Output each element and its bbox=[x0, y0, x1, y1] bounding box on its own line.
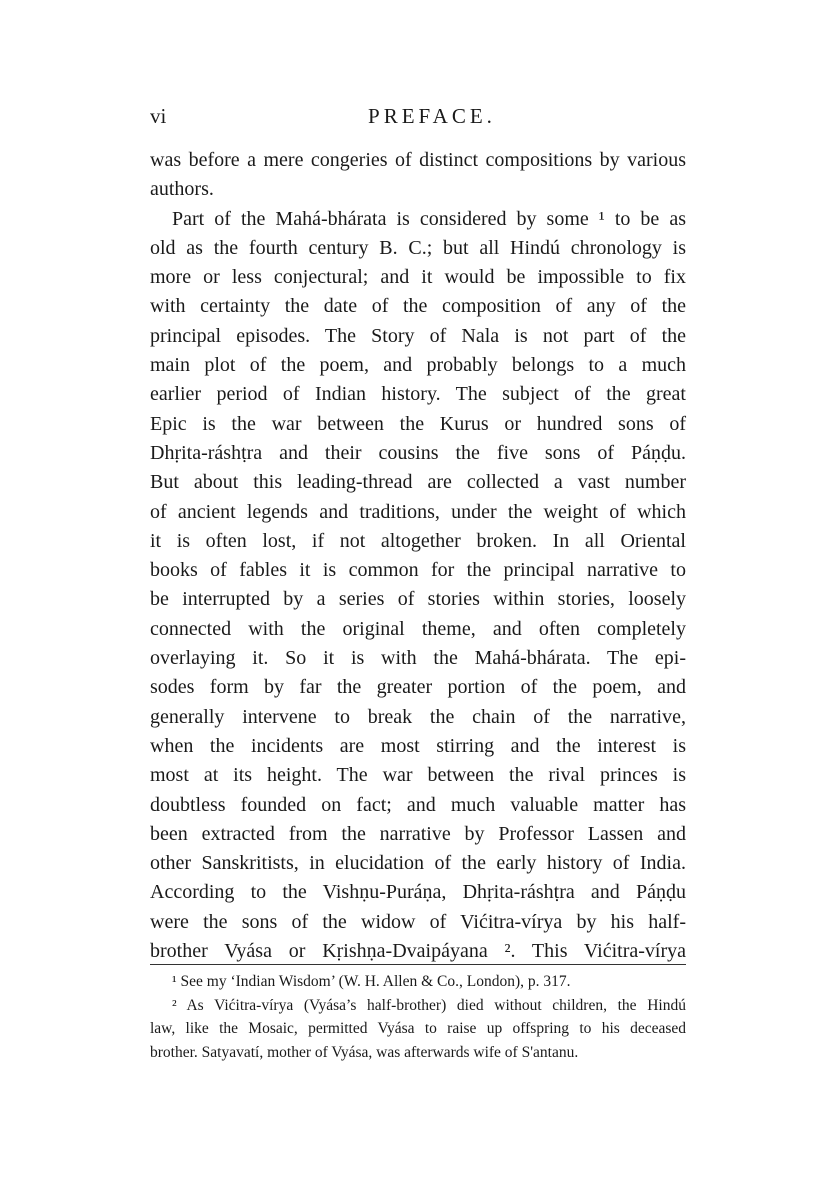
body-line: earlier period of Indian history. The subject of the great bbox=[150, 383, 686, 406]
body-line: main plot of the poem, and probably belongs to a much bbox=[150, 354, 686, 377]
footnote-line: ¹ See my ‘Indian Wisdom’ (W. H. Allen & Co., London), p. 317. bbox=[172, 973, 571, 990]
body-line: was before a mere congeries of distinct compositions by various bbox=[150, 149, 686, 171]
body-line: when the incidents are most stirring and the interest is bbox=[150, 734, 686, 757]
body-line: Part of the Mahá-bhárata is considered by some ¹ to be as bbox=[172, 207, 686, 230]
body-line: brother Vyása or Kṛishṇa-Dvaipáyana ². This Vićitra-vírya bbox=[150, 940, 686, 963]
body-line: generally intervene to break the chain of the narrative, bbox=[150, 705, 686, 728]
body-line: it is often lost, if not altogether broken. In all Oriental bbox=[150, 529, 686, 552]
running-title: PREFACE. bbox=[368, 104, 496, 128]
body-line: connected with the original theme, and often completely bbox=[150, 617, 686, 640]
body-line: sodes form by far the greater portion of the poem, and bbox=[150, 676, 686, 699]
body-line: old as the fourth century B. C.; but all Hindú chronology is bbox=[150, 236, 686, 259]
page-number: vi bbox=[150, 104, 167, 128]
body-line: more or less conjectural; and it would be impossible to fix bbox=[150, 266, 686, 289]
footnote-line: brother. Satyavatí, mother of Vyása, was afterwards wife of S'antanu. bbox=[150, 1044, 579, 1062]
body-line: most at its height. The war between the rival princes is bbox=[150, 764, 686, 787]
footnote-line: law, like the Mosaic, permitted Vyása to raise up offspring to his deceased bbox=[150, 1020, 686, 1038]
body-line: doubtless founded on fact; and much valuable matter has bbox=[150, 793, 686, 816]
body-line: authors. bbox=[150, 178, 214, 201]
body-line: According to the Vishṇu-Puráṇa, Dhṛita-ráshṭra and Páṇḍu bbox=[150, 881, 686, 904]
body-line: books of fables it is common for the principal narrative to bbox=[150, 559, 686, 582]
body-line: with certainty the date of the composition of any of the bbox=[150, 295, 686, 318]
body-line: of ancient legends and traditions, under the weight of which bbox=[150, 500, 686, 523]
body-line: been extracted from the narrative by Professor Lassen and bbox=[150, 822, 686, 845]
body-line: But about this leading-thread are collected a vast number bbox=[150, 471, 686, 494]
body-line: overlaying it. So it is with the Mahá-bhárata. The epi- bbox=[150, 647, 686, 670]
body-line: were the sons of the widow of Vićitra-vírya by his half- bbox=[150, 910, 686, 933]
page-header bbox=[150, 104, 686, 134]
footnote-line: ² As Vićitra-vírya (Vyása’s half-brother) died without children, the Hindú bbox=[172, 996, 686, 1014]
body-line: be interrupted by a series of stories within stories, loosely bbox=[150, 588, 686, 611]
body-line: Epic is the war between the Kurus or hundred sons of bbox=[150, 412, 686, 435]
footnotes bbox=[150, 970, 686, 1065]
body-line: principal episodes. The Story of Nala is not part of the bbox=[150, 324, 686, 347]
body-line: other Sanskritists, in elucidation of the early history of India. bbox=[150, 852, 686, 875]
body-text bbox=[150, 146, 686, 966]
body-line: Dhṛita-ráshṭra and their cousins the five sons of Páṇḍu. bbox=[150, 441, 686, 464]
footnote-divider bbox=[150, 964, 686, 965]
